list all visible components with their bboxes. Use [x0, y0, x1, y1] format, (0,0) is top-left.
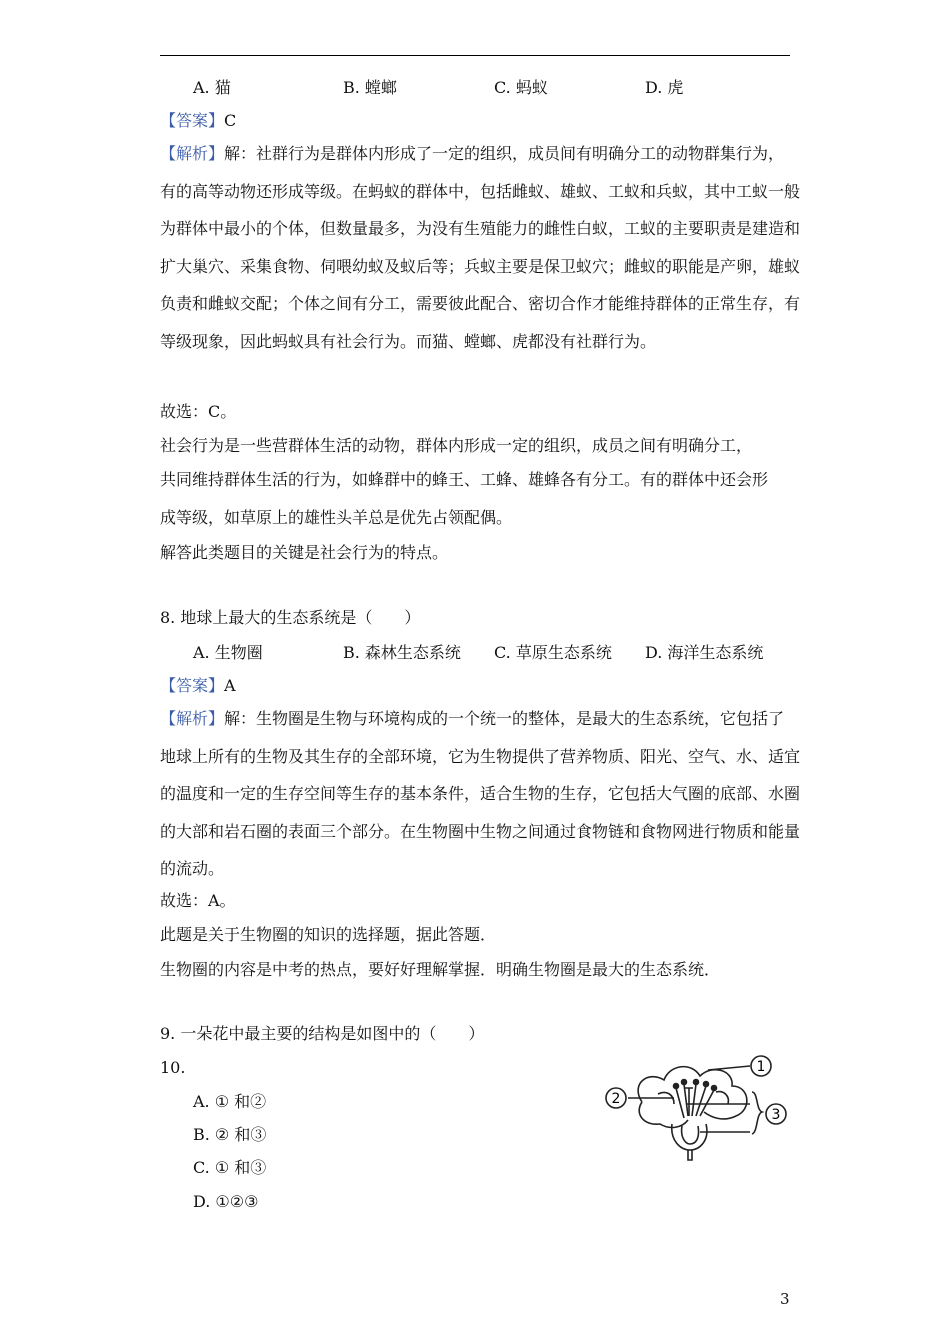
q8-choice: 故选：A。 [160, 891, 236, 910]
flower-diagram [600, 1054, 800, 1166]
q7-note: 共同维持群体生活的行为，如蜂群中的蜂王、工蜂、雄蜂各有分工。有的群体中还会形 [160, 470, 769, 489]
q7-note: 解答此类题目的关键是社会行为的特点。 [160, 543, 449, 562]
q8-analysis [160, 700, 800, 888]
q9-option-a: A. ① 和② [193, 1092, 267, 1111]
answer-tag: 【答案】 [160, 111, 225, 130]
analysis-tag: 【解析】 [160, 144, 225, 163]
q8-option-c: C. 草原生态系统 [494, 643, 612, 662]
q9-option-d: D. ①②③ [193, 1192, 259, 1211]
q7-option-b: B. 螳螂 [343, 78, 397, 97]
q9-option-c: C. ① 和③ [193, 1158, 267, 1177]
bracket-3 [752, 1092, 762, 1134]
q9-stem: 9. 一朵花中最主要的结构是如图中的（ ） [160, 1024, 485, 1043]
q7-option-c: C. 蚂蚁 [494, 78, 548, 97]
q9-option-b: B. ② 和③ [193, 1125, 267, 1144]
q8-option-b: B. 森林生态系统 [343, 643, 461, 662]
stamen-lines [676, 1084, 714, 1118]
label-1: 1 [756, 1059, 766, 1075]
page-number: 3 [780, 1290, 790, 1308]
label-2: 2 [611, 1091, 621, 1107]
q8-option-a: A. 生物圈 [193, 643, 263, 662]
analysis-text: 解：社群行为是群体内形成了一定的组织，成员间有明确分工的动物群集行为，有的高等动物还形成等级。在蚂蚁的群体中，包括雌蚁、雄蚁、工蚁和兵蚁，其中工蚁一般为群体中最小的个体，但数量最多，为没有生殖能力的雌性白蚁，工蚁的主要职责是建造和扩大巢穴、采集食物、伺喂幼蚁及蚁后等；兵蚁主要是保卫蚁穴；雌蚁的职能是产卵，雄蚁负责和雌蚁交配；个体之间有分工，需要彼此配合、密切合作才能维持群体的正常生存，有等级现象，因此蚂蚁具有社会行为。而猫、螳螂、虎都没有社群行为。 [160, 144, 801, 351]
receptacle [672, 1124, 707, 1150]
q7-option-d: D. 虎 [645, 78, 684, 97]
q7-option-a: A. 猫 [193, 78, 231, 97]
analysis-tag: 【解析】 [160, 709, 225, 728]
q8-stem: 8. 地球上最大的生态系统是（ ） [160, 608, 421, 627]
header-rule [160, 55, 790, 56]
q7-analysis [160, 135, 800, 361]
leader-line-1 [708, 1066, 750, 1070]
q8-option-d: D. 海洋生态系统 [645, 643, 764, 662]
analysis-text: 解：生物圈是生物与环境构成的一个统一的整体，是最大的生态系统，它包括了地球上所有的生物及其生存的全部环境，它为生物提供了营养物质、阳光、空气、水、适宜的温度和一定的生存空间等生存的基本条件，适合生物的生存，它包括大气圈的底部、水圈的大部和岩石圈的表面三个部分。在生物圈中生物之间通过食物链和食物网进行物质和能量的流动。 [160, 709, 801, 879]
answer-value: C [224, 111, 237, 130]
label-3: 3 [771, 1107, 781, 1123]
answer-value: A [224, 676, 236, 695]
q7-choice: 故选：C。 [160, 402, 237, 421]
answer-tag: 【答案】 [160, 676, 225, 695]
q8-note: 生物圈的内容是中考的热点，要好好理解掌握．明确生物圈是最大的生态系统． [160, 960, 721, 979]
q7-answer [160, 111, 236, 131]
q7-note: 成等级，如草原上的雄性头羊总是优先占领配偶。 [160, 508, 513, 527]
q8-answer [160, 676, 236, 696]
q10-number: 10. [160, 1058, 186, 1077]
q7-note: 社会行为是一些营群体生活的动物，群体内形成一定的组织，成员之间有明确分工， [160, 436, 753, 455]
q8-note: 此题是关于生物圈的知识的选择题，据此答题． [160, 925, 497, 944]
